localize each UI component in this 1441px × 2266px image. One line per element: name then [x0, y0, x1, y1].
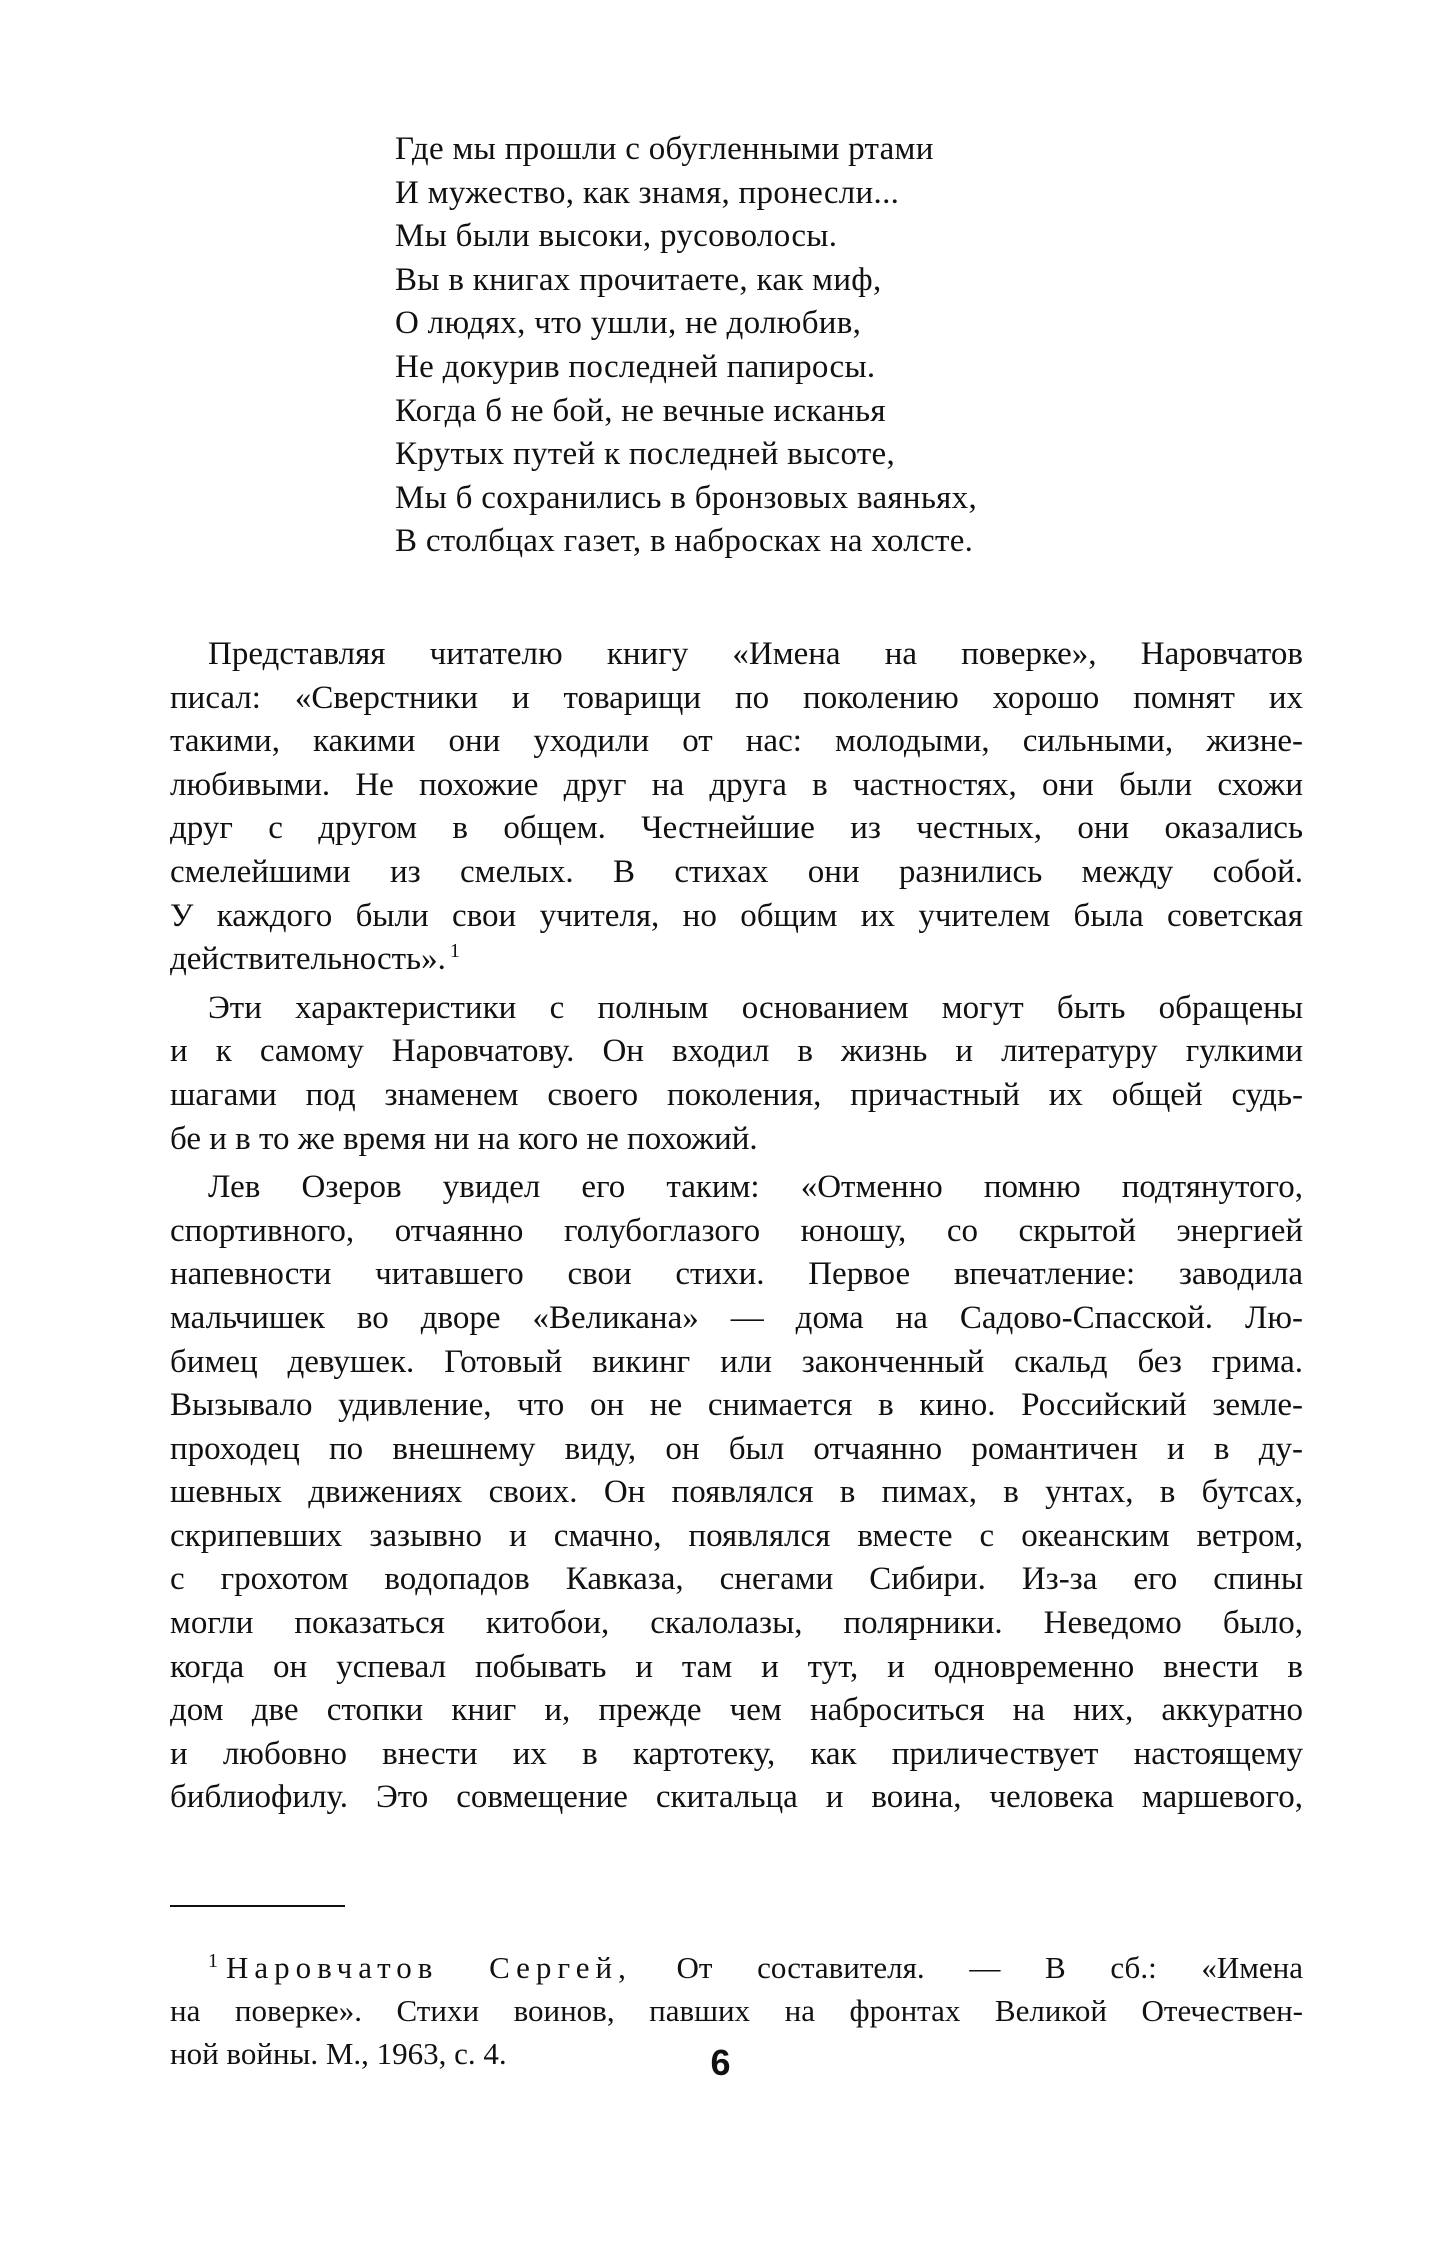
poem-line: Мы были высоки, русоволосы. — [395, 218, 838, 255]
text-line: шевных движениях своих. Он появлялся в пимах, в унтах, в бутсах, — [170, 1474, 1303, 1511]
text-line: библиофилу. Это совмещение скитальца и воина, человека маршевого, — [170, 1779, 1303, 1816]
text-line: мальчишек во дворе «Великана» — дома на Садово-Спасской. Лю- — [170, 1299, 1303, 1336]
text-line: Эти характеристики с полным основанием могут быть обращены — [208, 989, 1303, 1026]
paragraph — [170, 987, 1303, 1161]
footnote-source: От составителя. — В сб.: «Имена — [676, 1950, 1303, 1985]
footnote-line — [170, 1946, 1303, 1989]
text-line: бимец девушек. Готовый викинг или законченный скальд без грима. — [170, 1343, 1303, 1380]
text-line: проходец по внешнему виду, он был отчаянно романтичен и в ду- — [170, 1430, 1303, 1467]
text-line: Вызывало удивление, что он не снимается в кино. Российский земле- — [170, 1387, 1303, 1424]
footnote-number: 1 — [208, 1949, 218, 1972]
poem-line: В столбцах газет, в набросках на холсте. — [395, 523, 974, 560]
text-line: когда он успевал побывать и там и тут, и одновременно внести в — [170, 1648, 1303, 1685]
poem-line: Не докурив последней папиросы. — [395, 348, 876, 385]
text-line: скрипевших зазывно и смачно, появлялся вместе с океанским ветром, — [170, 1517, 1303, 1554]
text-line: бе и в то же время ни на кого не похожий. — [170, 1120, 758, 1157]
poem-line: О людях, что ушли, не долюбив, — [395, 305, 862, 342]
text-line: Лев Озеров увидел его таким: «Отменно помню подтянутого, — [208, 1169, 1303, 1206]
footnote-line: на поверке». Стихи воинов, павших на фронтах Великой Отечествен- — [170, 1993, 1303, 2028]
footnote-reference: 1 — [449, 940, 460, 963]
footnote-author: Наровчатов Сергей, — [226, 1950, 632, 1985]
poem-line: И мужество, как знамя, пронесли... — [395, 174, 900, 211]
poem-line: Мы б сохранились в бронзовых ваяньях, — [395, 479, 978, 516]
poem-line: Когда б не бой, не вечные исканья — [395, 392, 886, 429]
paragraph — [170, 1166, 1303, 1820]
text-line: и любовно внести их в картотеку, как приличествует настоящему — [170, 1735, 1303, 1772]
text-line: писал: «Сверстники и товарищи по поколению хорошо помнят их — [170, 679, 1303, 716]
text-line — [170, 938, 1303, 982]
text-line: и к самому Наровчатову. Он входил в жизнь и литературу гулкими — [170, 1033, 1303, 1070]
text-line: шагами под знаменем своего поколения, причастный их общей судь- — [170, 1076, 1303, 1113]
poem-line: Крутых путей к последней высоте, — [395, 436, 896, 473]
text-line: напевности читавшего свои стихи. Первое впечатление: заводила — [170, 1256, 1303, 1293]
text-line: такими, какими они уходили от нас: молодыми, сильными, жизне- — [170, 723, 1303, 760]
text-line: с грохотом водопадов Кавказа, снегами Сибири. Из-за его спины — [170, 1561, 1303, 1598]
text-line: друг с другом в общем. Честнейшие из честных, они оказались — [170, 810, 1303, 847]
text-line: У каждого были свои учителя, но общим их учителем была советская — [170, 897, 1303, 934]
text-line: любивыми. Не похожие друг на друга в частностях, они были схожи — [170, 766, 1303, 803]
footnote-separator — [170, 1905, 345, 1907]
text-line: могли показаться китобои, скалолазы, полярники. Неведомо было, — [170, 1605, 1303, 1642]
page-number: 6 — [710, 2042, 731, 2083]
text-fragment: действительность». — [170, 941, 446, 978]
poem-line: Вы в книгах прочитаете, как миф, — [395, 261, 882, 298]
footnote-line: ной войны. М., 1963, с. 4. — [170, 2036, 507, 2071]
text-line: Представляя читателю книгу «Имена на поверке», Наровчатов — [208, 636, 1303, 672]
body-text — [170, 633, 1303, 1820]
text-line: дом две стопки книг и, прежде чем наброситься на них, аккуратно — [170, 1692, 1303, 1729]
paragraph — [170, 633, 1303, 982]
text-line: спортивного, отчаянно голубоглазого юношу, со скрытой энергией — [170, 1212, 1303, 1249]
poem-line: Где мы прошли с обугленными ртами — [395, 131, 934, 167]
text-line: смелейшими из смелых. В стихах они разнились между собой. — [170, 853, 1303, 890]
poem-stanza — [395, 128, 1215, 564]
